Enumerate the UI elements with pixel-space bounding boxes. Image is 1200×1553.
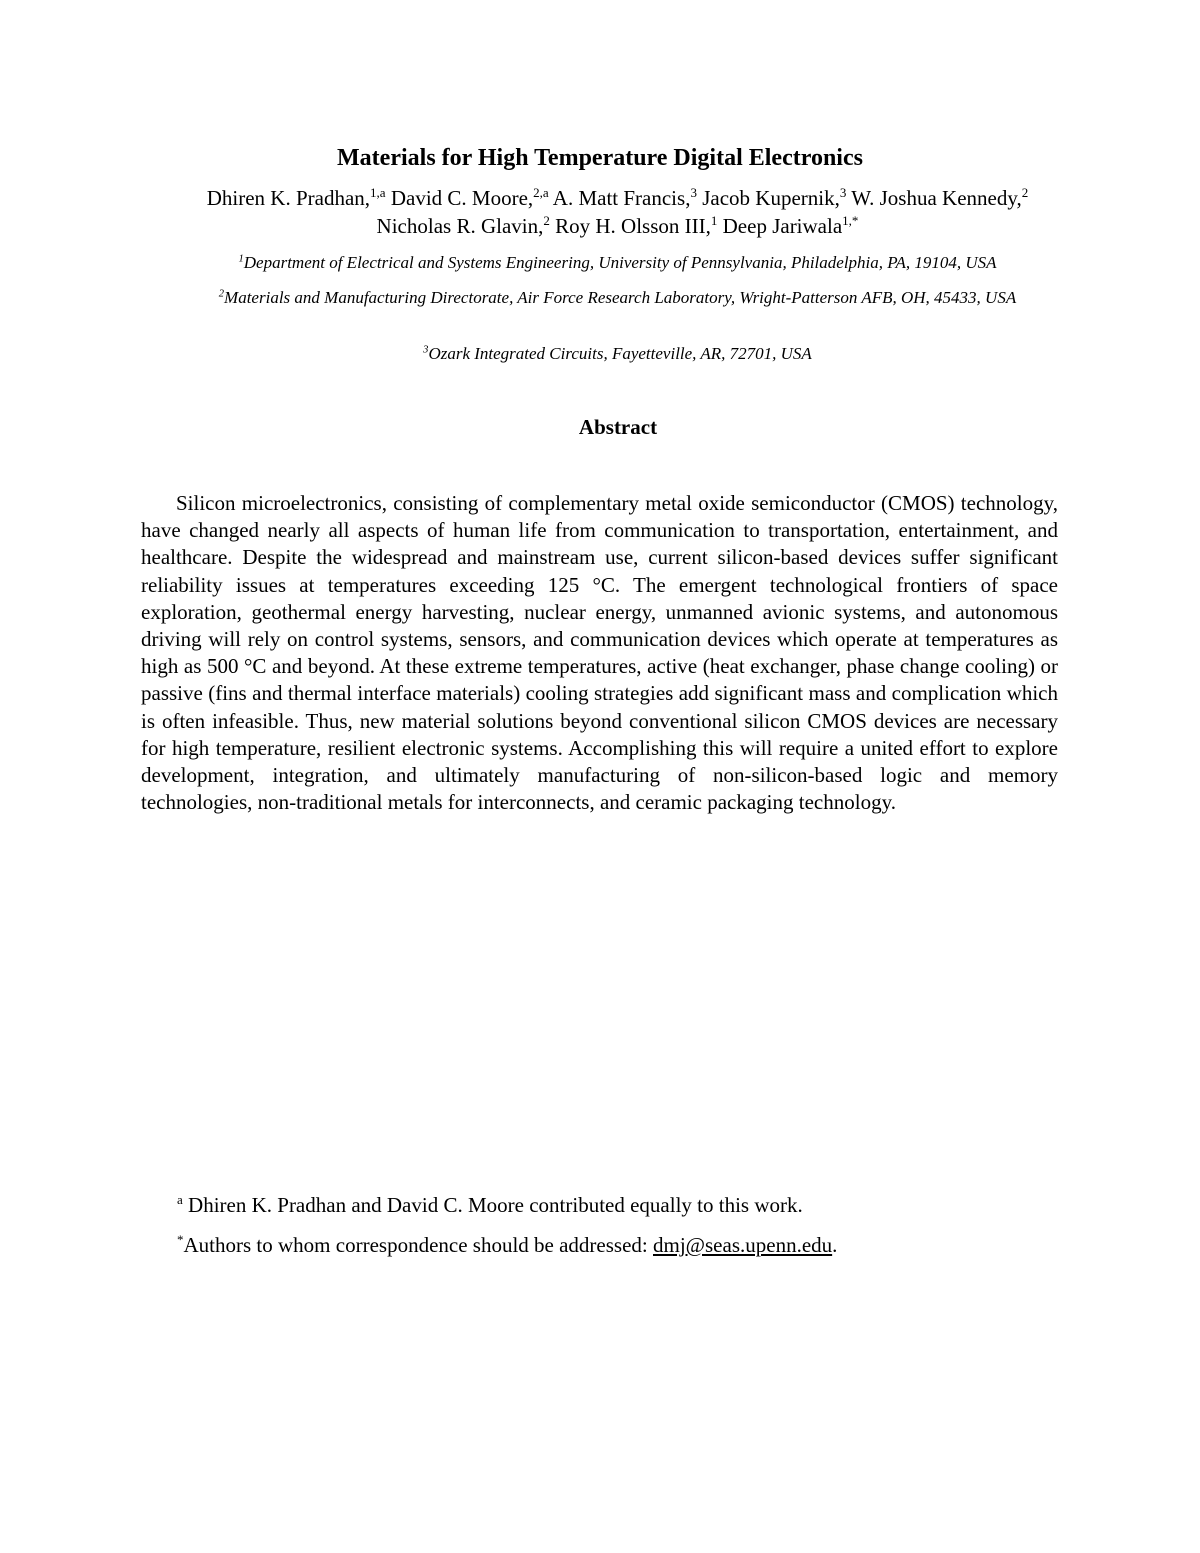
- author-name: Jacob Kupernik,: [696, 186, 840, 210]
- author-affiliation-mark: 1: [710, 213, 718, 228]
- author-affiliation-mark: 2,a: [533, 185, 549, 200]
- author-affiliation-mark: 1,*: [842, 213, 859, 228]
- affiliation-mark: 3: [423, 344, 429, 356]
- author-affiliation-mark: 1,a: [370, 185, 386, 200]
- author-name: Nicholas R. Glavin,: [376, 214, 544, 238]
- affiliation-text: Materials and Manufacturing Directorate, Air Force Research Laboratory, Wright-Patterson AFB, OH, 45433, USA: [224, 288, 1017, 307]
- paper-title: Materials for High Temperature Digital Electronics: [337, 145, 863, 171]
- footnote-correspondence: [177, 1231, 1057, 1259]
- affiliation-text: Ozark Integrated Circuits, Fayetteville, AR, 72701, USA: [428, 344, 812, 363]
- author-affiliation-mark: 3: [839, 185, 847, 200]
- footnote-mark: a: [177, 1192, 183, 1207]
- correspondence-email-link[interactable]: dmj@seas.upenn.edu: [653, 1233, 833, 1257]
- author-affiliation-mark: 3: [690, 185, 697, 200]
- author-affiliation-mark: 2: [1021, 185, 1029, 200]
- abstract-heading: Abstract: [578, 415, 658, 439]
- author-name: David C. Moore,: [385, 186, 534, 210]
- affiliation-1: [160, 251, 1075, 274]
- footnote-period: .: [832, 1233, 838, 1257]
- footnote-text: Dhiren K. Pradhan and David C. Moore contributed equally to this work.: [182, 1193, 803, 1217]
- affiliation-2: [160, 286, 1075, 309]
- author-name: W. Joshua Kennedy,: [846, 186, 1022, 210]
- affiliation-3: [160, 342, 1075, 365]
- author-name: Dhiren K. Pradhan,: [206, 186, 371, 210]
- author-name: Roy H. Olsson III,: [549, 214, 711, 238]
- footnote-mark: *: [177, 1232, 184, 1247]
- footnote-text: Authors to whom correspondence should be addressed:: [183, 1233, 653, 1257]
- author-affiliation-mark: 2: [543, 213, 550, 228]
- affiliation-mark: 1: [238, 253, 244, 265]
- abstract-body: Silicon microelectronics, consisting of complementary metal oxide semiconductor (CMOS) technology, have changed nearly all aspects of human life from communication to transportation, entertainment, and healthcare. Despite the widespread and mainstream use, current silicon-based devices suffer significant reliability issues at temperatures exceeding 125 °C. The emergent technological frontiers of space exploration, geothermal energy harvesting, nuclear energy, unmanned avionic systems, and autonomous driving will rely on control systems, sensors, and communication devices which operate at temperatures as high as 500 °C and beyond. At these extreme temperatures, active (heat exchanger, phase change cooling) or passive (fins and thermal interface materials) cooling strategies add significant mass and complication which is often infeasible. Thus, new material solutions beyond conventional silicon CMOS devices are necessary for high temperature, resilient electronic systems. Accomplishing this will require a united effort to explore development, integration, and ultimately manufacturing of non-silicon-based logic and memory technologies, non-traditional metals for interconnects, and ceramic packaging technology.: [141, 491, 1058, 815]
- footnote-equal-contribution: [177, 1191, 1057, 1219]
- author-list: [180, 184, 1055, 240]
- affiliation-text: Department of Electrical and Systems Engineering, University of Pennsylvania, Philadelphia, PA, 19104, USA: [243, 253, 997, 272]
- author-name: Deep Jariwala: [717, 214, 843, 238]
- author-name: A. Matt Francis,: [548, 186, 691, 210]
- affiliation-mark: 2: [218, 288, 225, 300]
